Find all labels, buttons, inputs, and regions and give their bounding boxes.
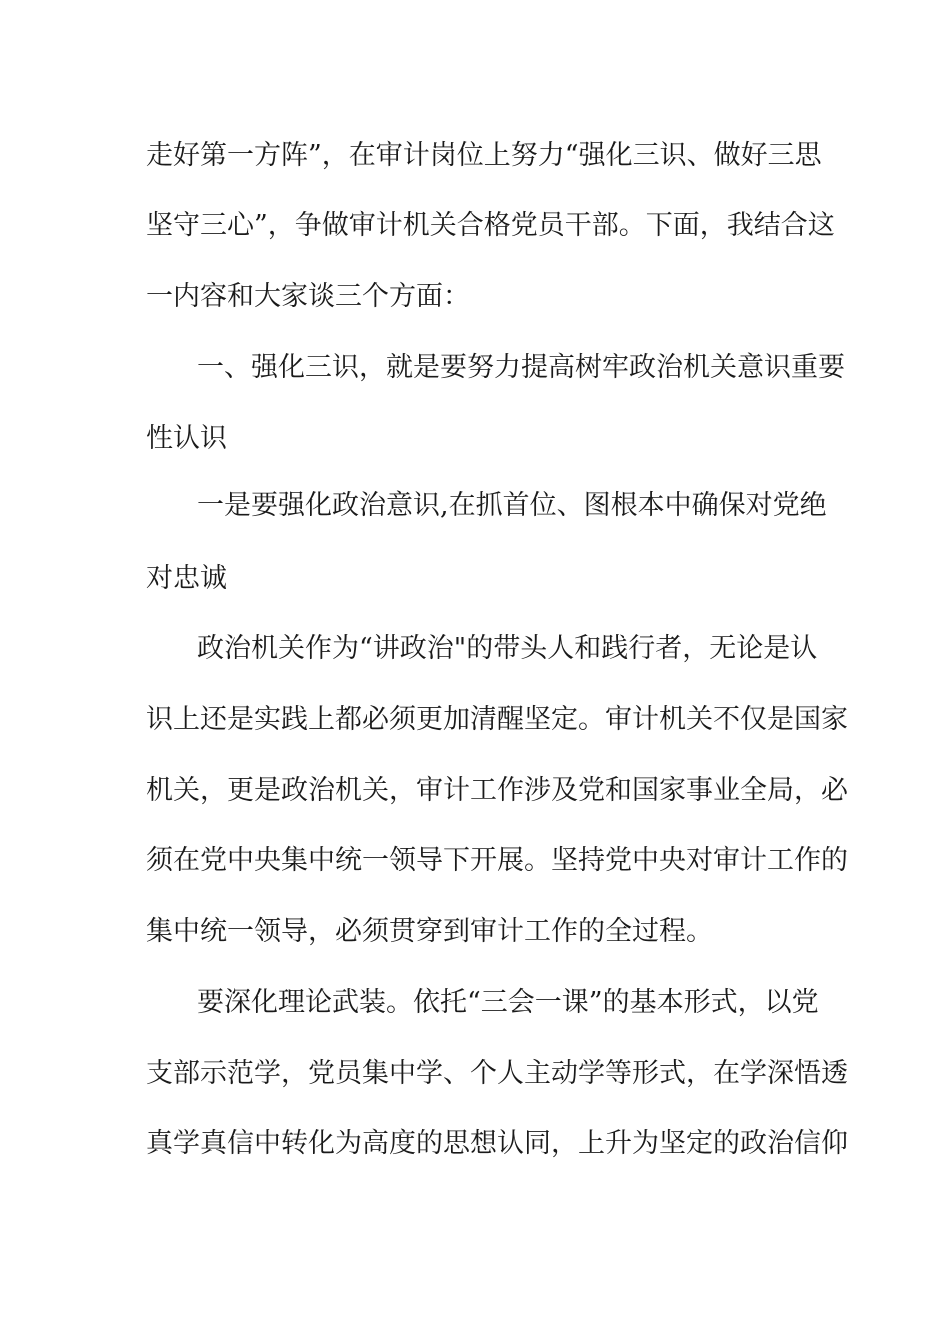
text-line: 坚守三心”，争做审计机关合格党员干部。下面，我结合这 (146, 210, 835, 241)
text-line: 一内容和大家谈三个方面： (146, 281, 470, 312)
section-heading-line: 性认识 (146, 423, 227, 454)
subheading-line: 一是要强化政治意识,在抓首位、图根本中确保对党绝 (197, 490, 827, 521)
text-line: 支部示范学，党员集中学、个人主动学等形式，在学深悟透 (146, 1058, 848, 1089)
text-line: 要深化理论武装。依托“三会一课”的基本形式，以党 (197, 987, 819, 1018)
text-line: 识上还是实践上都必须更加清醒坚定。审计机关不仅是国家 (146, 704, 848, 735)
text-line: 走好第一方阵”，在审计岗位上努力“强化三识、做好三思 (146, 140, 822, 171)
subheading-line: 对忠诚 (146, 563, 227, 594)
text-line: 须在党中央集中统一领导下开展。坚持党中央对审计工作的 (146, 845, 848, 876)
text-line: 真学真信中转化为高度的思想认同，上升为坚定的政治信仰 (146, 1128, 848, 1159)
text-line: 机关，更是政治机关，审计工作涉及党和国家事业全局，必 (146, 775, 848, 806)
text-line: 政治机关作为“讲政治"的带头人和践行者，无论是认 (197, 633, 818, 664)
text-line: 集中统一领导，必须贯穿到审计工作的全过程。 (146, 916, 713, 947)
section-heading-line: 一、强化三识，就是要努力提高树牢政治机关意识重要 (197, 352, 845, 383)
